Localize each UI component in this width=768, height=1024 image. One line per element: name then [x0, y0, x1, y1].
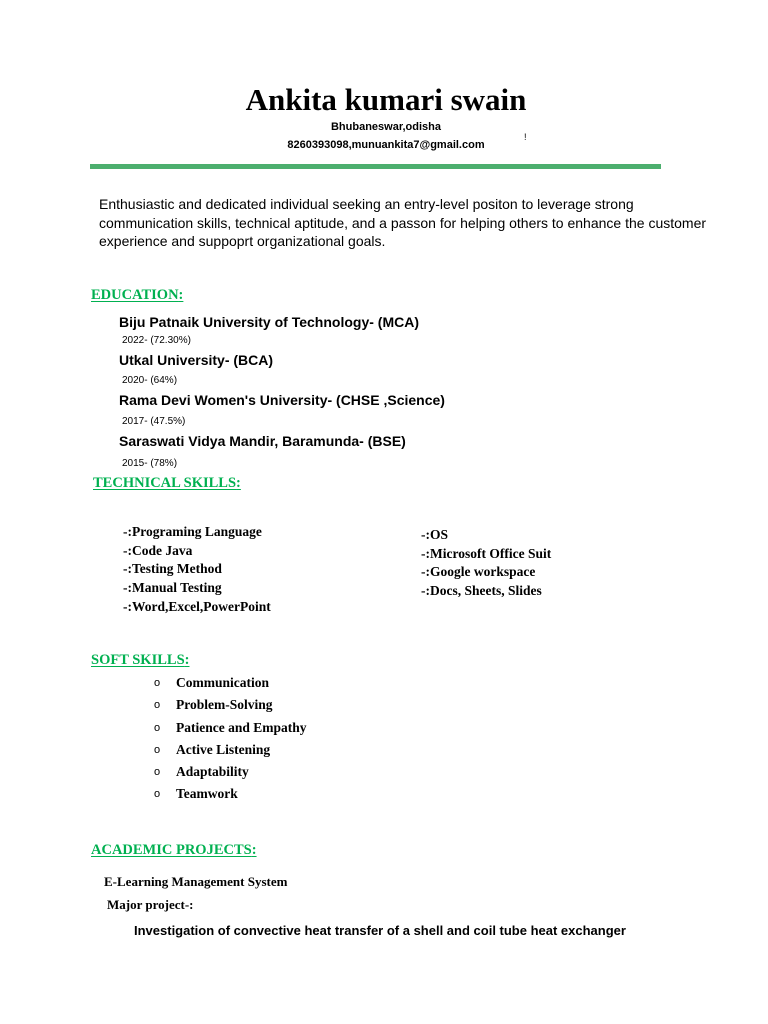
location-text: Bhubaneswar,odisha [330, 121, 442, 133]
bullet-icon: o [154, 743, 161, 756]
academic-projects-heading-colon: : [251, 842, 257, 858]
candidate-name: Ankita kumari swain [245, 82, 527, 117]
education-item-title: Saraswati Vidya Mandir, Baramunda- (BSE) [119, 433, 406, 449]
technical-skill-item: -:Testing Method [123, 561, 222, 577]
technical-skill-item: -:Word,Excel,PowerPoint [123, 598, 271, 614]
soft-skills-heading-colon: : [184, 652, 190, 668]
technical-skill-item: -:Programing Language [123, 524, 262, 539]
education-item-year: 2022- (72.30%) [122, 335, 191, 346]
education-item-year: 2017- (47.5%) [122, 416, 186, 427]
project-title: E-Learning Management System [104, 874, 288, 889]
technical-skill-item: -:Code Java [123, 542, 193, 558]
summary-paragraph: Enthusiastic and dedicated individual seeking an entry-level positon to leverage strong communication skills, technical aptitude, and a passon for helping others to enhance the customer experience and suppoprt organizational goals. [99, 196, 707, 249]
academic-projects-heading [91, 842, 257, 859]
education-item-title: Biju Patnaik University of Technology- (MCA) [119, 314, 419, 330]
bullet-icon: o [154, 699, 161, 712]
technical-skill-item: -:OS [421, 527, 448, 542]
contact-text: 8260393098,munuankita7@gmail.com [287, 139, 485, 151]
technical-skills-right-column [421, 526, 551, 601]
education-item-title: Rama Devi Women's University- (CHSE ,Science) [119, 392, 445, 408]
technical-skill-item: -:Google workspace [421, 564, 536, 580]
bullet-icon: o [154, 677, 161, 689]
technical-skills-heading [93, 475, 241, 492]
technical-skill-item: -:Docs, Sheets, Slides [421, 583, 542, 599]
soft-skill-label: Problem-Solving [176, 697, 273, 713]
academic-projects-heading-text: ACADEMIC PROJECTS [91, 842, 252, 858]
technical-skill-item: -:Microsoft Office Suit [421, 545, 552, 561]
soft-skills-heading-text: SOFT SKILLS [91, 652, 185, 668]
soft-skill-label: Active Listening [176, 741, 271, 757]
soft-skills-heading [91, 652, 189, 669]
soft-skill-label: Teamwork [176, 786, 238, 802]
soft-skill-label: Adaptability [176, 764, 249, 780]
education-item-year: 2020- (64%) [122, 375, 178, 386]
bullet-icon: o [154, 721, 161, 734]
soft-skill-label: Communication [176, 675, 270, 690]
stray-mark: ! [524, 132, 527, 142]
education-item-year: 2015- (78%) [122, 458, 178, 469]
education-heading-text: EDUCATION [91, 287, 179, 303]
major-project-title: Investigation of convective heat transfer of a shell and coil tube heat exchanger [134, 923, 626, 938]
header-divider [90, 164, 661, 169]
technical-skill-item: -:Manual Testing [123, 580, 222, 596]
technical-skills-heading-colon: : [236, 475, 241, 491]
soft-skill-label: Patience and Empathy [176, 719, 307, 735]
education-heading-colon: : [178, 287, 184, 303]
education-heading [91, 287, 183, 304]
technical-skills-left-column [123, 523, 271, 617]
technical-skills-heading-text: TECHNICAL SKILLS [93, 475, 237, 491]
bullet-icon: o [154, 788, 161, 801]
major-project-label: Major project-: [107, 897, 194, 912]
bullet-icon: o [154, 766, 161, 779]
education-item-title: Utkal University- (BCA) [119, 352, 274, 368]
